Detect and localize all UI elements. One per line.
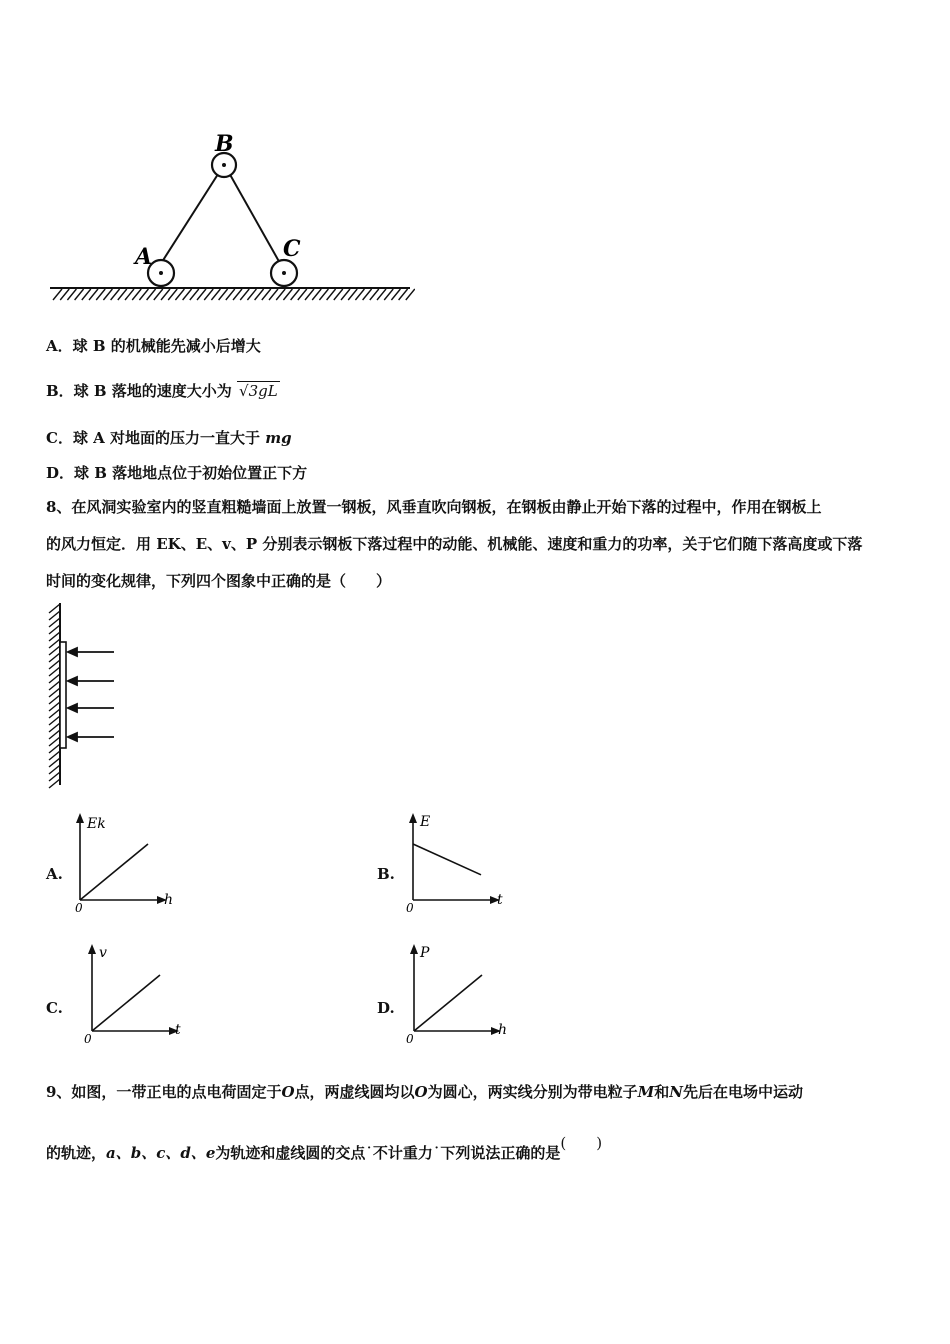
label-b: B	[215, 131, 234, 157]
label-c: C	[283, 236, 301, 262]
q8-line-3: 时间的变化规律，下列四个图象中正确的是（ ）	[46, 572, 392, 590]
q9-text-3: 为圆心，两实线分别为带电粒子	[427, 1083, 638, 1101]
q7-option-b-formula: √3gL	[239, 382, 278, 400]
graph-b-xlabel: t	[497, 892, 503, 908]
graph-a-xlabel: h	[164, 892, 174, 908]
ground-hatch	[53, 289, 415, 300]
graph-a	[70, 812, 185, 917]
figure-three-balls	[45, 125, 415, 310]
q9-text-4: 先后在电场中运动	[682, 1083, 803, 1101]
figure-wind-wall	[44, 600, 124, 790]
graph-c-xlabel: t	[175, 1022, 181, 1038]
wind-arrows	[68, 648, 114, 741]
q9-text-2: 点，两虚线圆均以	[294, 1083, 415, 1101]
q7-option-b-text: B．球 B 落地的速度大小为	[46, 382, 232, 400]
q9-text-and: 和	[654, 1083, 670, 1101]
q7-option-c-text: C．球 A 对地面的压力一直大于	[46, 429, 261, 447]
q9-text-6: 为轨迹和虚线圆的交点˙不计重力˙下列说法正确的是	[215, 1144, 561, 1162]
graph-d-option: D.	[377, 999, 395, 1017]
q7-option-c-mg: mg	[265, 429, 292, 447]
graph-d-ylabel: P	[420, 945, 430, 961]
graph-c-origin: 0	[84, 1032, 92, 1046]
q9-text-1: 9、如图，一带正电的点电荷固定于	[46, 1083, 282, 1101]
graph-c-series-line	[92, 975, 160, 1031]
graph-d-series-line	[414, 975, 482, 1031]
graph-c-ylabel: v	[99, 945, 107, 961]
graph-b-ylabel: E	[420, 814, 431, 830]
graph-b-origin: 0	[406, 901, 414, 915]
graph-a-option: A.	[46, 865, 63, 883]
label-a: A	[135, 244, 153, 270]
q9-line-1	[46, 1082, 803, 1102]
graph-d-xlabel: h	[498, 1022, 508, 1038]
graph-c-option: C.	[46, 999, 63, 1017]
graph-d	[404, 943, 519, 1048]
q7-option-c	[46, 428, 292, 448]
wall-hatch	[49, 604, 60, 788]
q8-line-1: 8、在风洞实验室内的竖直粗糙墙面上放置一钢板，风垂直吹向钢板，在钢板由静止开始下落的过程中，作用在钢板上	[46, 498, 822, 516]
q9-answer-paren: ( )	[560, 1134, 603, 1152]
rod-ab	[160, 171, 220, 265]
graph-a-origin: 0	[75, 901, 83, 915]
q9-line-2	[46, 1134, 603, 1163]
graph-b-option: B.	[377, 865, 395, 883]
q9-particle-n: N	[669, 1083, 683, 1101]
q9-point-o-2: O	[414, 1083, 428, 1101]
graph-c	[82, 943, 197, 1048]
q9-point-o-1: O	[281, 1083, 295, 1101]
graph-d-origin: 0	[406, 1032, 414, 1046]
q9-particle-m: M	[637, 1083, 655, 1101]
q7-option-a: A．球 B 的机械能先减小后增大	[46, 337, 261, 355]
steel-plate	[60, 642, 66, 748]
q7-option-b	[46, 381, 280, 401]
q8-line-2: 的风力恒定．用 EK、E、v、P 分别表示钢板下落过程中的动能、机械能、速度和重力的功率，关于它们随下落高度或下落	[46, 535, 863, 553]
q9-text-5: 的轨迹，	[46, 1144, 107, 1162]
q9-points: a、b、c、d、e	[106, 1144, 216, 1162]
graph-a-ylabel: Ek	[87, 816, 106, 832]
q7-option-d: D．球 B 落地地点位于初始位置正下方	[46, 464, 308, 482]
graph-b-series-line	[413, 844, 481, 875]
graph-a-series-line	[80, 844, 148, 900]
rod-bc	[228, 171, 281, 265]
graph-b	[403, 812, 518, 917]
